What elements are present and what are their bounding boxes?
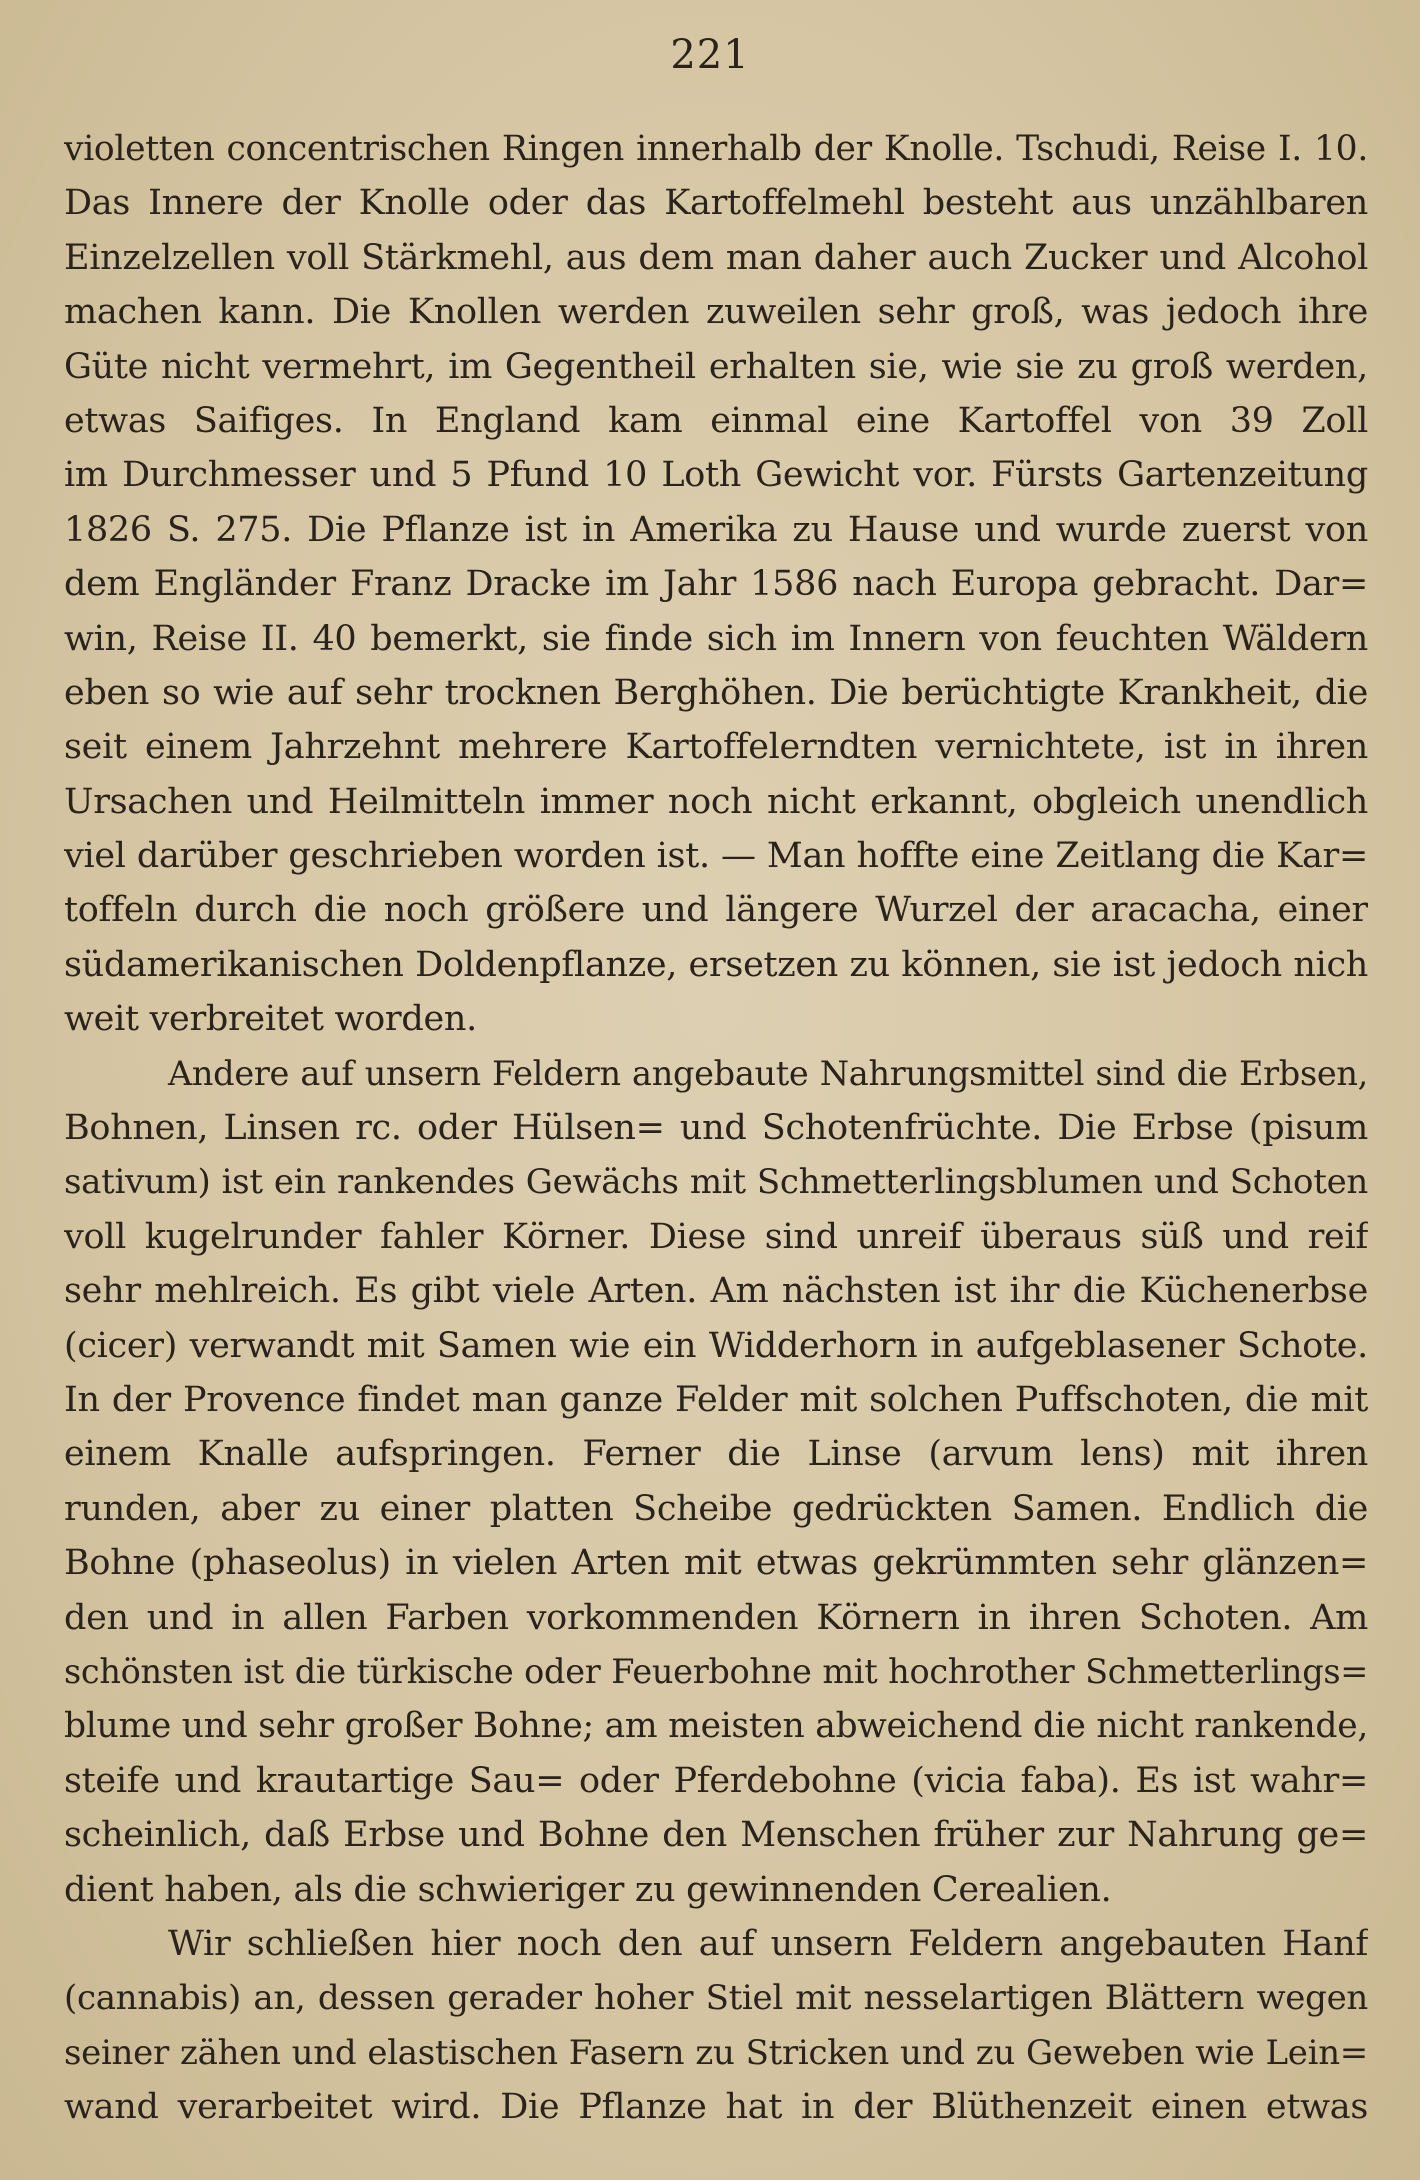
text-line: scheinlich, daß Erbse und Bohne den Menschen früher zur Nahrung ge=	[64, 1815, 1368, 1856]
text-line: südamerikanischen Doldenpflanze, ersetzen zu können, sie ist jedoch nich	[64, 944, 1368, 985]
text-line: Das Innere der Knolle oder das Kartoffelmehl besteht aus unzählbaren	[64, 183, 1368, 224]
text-line: Andere auf unsern Feldern angebaute Nahrungsmittel sind die Erbsen,	[168, 1053, 1368, 1093]
text-line: runden, aber zu einer platten Scheibe gedrückten Samen. Endlich die	[64, 1488, 1368, 1529]
text-line: blume und sehr großer Bohne; am meisten abweichend die nicht rankende,	[64, 1706, 1368, 1747]
text-line: violetten concentrischen Ringen innerhalb der Knolle. Tschudi, Reise I. 10.	[64, 129, 1368, 169]
text-line: Wir schließen hier noch den auf unsern Feldern angebauten Hanf	[168, 1923, 1368, 1964]
text-line: steife und krautartige Sau= oder Pferdebohne (vicia faba). Es ist wahr=	[64, 1760, 1368, 1801]
text-line: schönsten ist die türkische oder Feuerbohne mit hochrother Schmetterlings=	[64, 1651, 1368, 1691]
text-line: seit einem Jahrzehnt mehrere Kartoffelerndten vernichtete, ist in ihren	[64, 727, 1368, 768]
text-line: sativum) ist ein rankendes Gewächs mit Schmetterlingsblumen und Schoten	[64, 1162, 1368, 1203]
text-line: einem Knalle aufspringen. Ferner die Linse (arvum lens) mit ihren	[64, 1434, 1368, 1475]
text-line: Einzelzellen voll Stärkmehl, aus dem man daher auch Zucker und Alcohol	[64, 237, 1368, 278]
text-line: sehr mehlreich. Es gibt viele Arten. Am nächsten ist ihr die Küchenerbse	[64, 1271, 1368, 1312]
text-line: voll kugelrunder fahler Körner. Diese sind unreif überaus süß und reif	[64, 1216, 1368, 1257]
page-number: 221	[670, 32, 750, 78]
text-line: toffeln durch die noch größere und längere Wurzel der aracacha, einer	[64, 890, 1368, 931]
text-line: viel darüber geschrieben worden ist. — Man hoffte eine Zeitlang die Kar=	[64, 836, 1368, 877]
text-line: In der Provence findet man ganze Felder mit solchen Puffschoten, die mit	[64, 1379, 1368, 1420]
text-line: Ursachen und Heilmitteln immer noch nicht erkannt, obgleich unendlich	[64, 781, 1368, 822]
text-line: Bohnen, Linsen rc. oder Hülsen= und Schotenfrüchte. Die Erbse (pisum	[64, 1108, 1368, 1149]
text-line: den und in allen Farben vorkommenden Körnern in ihren Schoten. Am	[64, 1597, 1368, 1638]
text-line: im Durchmesser und 5 Pfund 10 Loth Gewicht vor. Fürsts Gartenzeitung	[64, 455, 1368, 496]
text-line: 1826 S. 275. Die Pflanze ist in Amerika zu Hause und wurde zuerst von	[64, 509, 1368, 550]
text-line: seiner zähen und elastischen Fasern zu Stricken und zu Geweben wie Lein=	[64, 2032, 1368, 2073]
text-line: machen kann. Die Knollen werden zuweilen sehr groß, was jedoch ihre	[64, 292, 1368, 333]
text-line: (cicer) verwandt mit Samen wie ein Widderhorn in aufgeblasener Schote.	[64, 1325, 1368, 1366]
text-line: Bohne (phaseolus) in vielen Arten mit etwas gekrümmten sehr glänzen=	[64, 1543, 1368, 1584]
text-line: (cannabis) an, dessen gerader hoher Stiel mit nesselartigen Blättern wegen	[64, 1978, 1368, 2019]
text-line: wand verarbeitet wird. Die Pflanze hat in der Blüthenzeit einen etwas	[64, 2087, 1368, 2128]
text-line: Güte nicht vermehrt, im Gegentheil erhalten sie, wie sie zu groß werden,	[64, 346, 1368, 387]
text-line: dem Engländer Franz Dracke im Jahr 1586 nach Europa gebracht. Dar=	[64, 564, 1368, 605]
text-line: etwas Saifiges. In England kam einmal eine Kartoffel von 39 Zoll	[64, 400, 1368, 441]
text-line: eben so wie auf sehr trocknen Berghöhen. Die berüchtigte Krankheit, die	[64, 672, 1368, 713]
text-line: dient haben, als die schwieriger zu gewinnenden Cerealien.	[64, 1869, 1112, 1910]
text-line: win, Reise II. 40 bemerkt, sie finde sich im Innern von feuchten Wäldern	[64, 618, 1368, 659]
body-text	[64, 122, 1368, 2134]
text-line: weit verbreitet worden.	[64, 999, 477, 1040]
